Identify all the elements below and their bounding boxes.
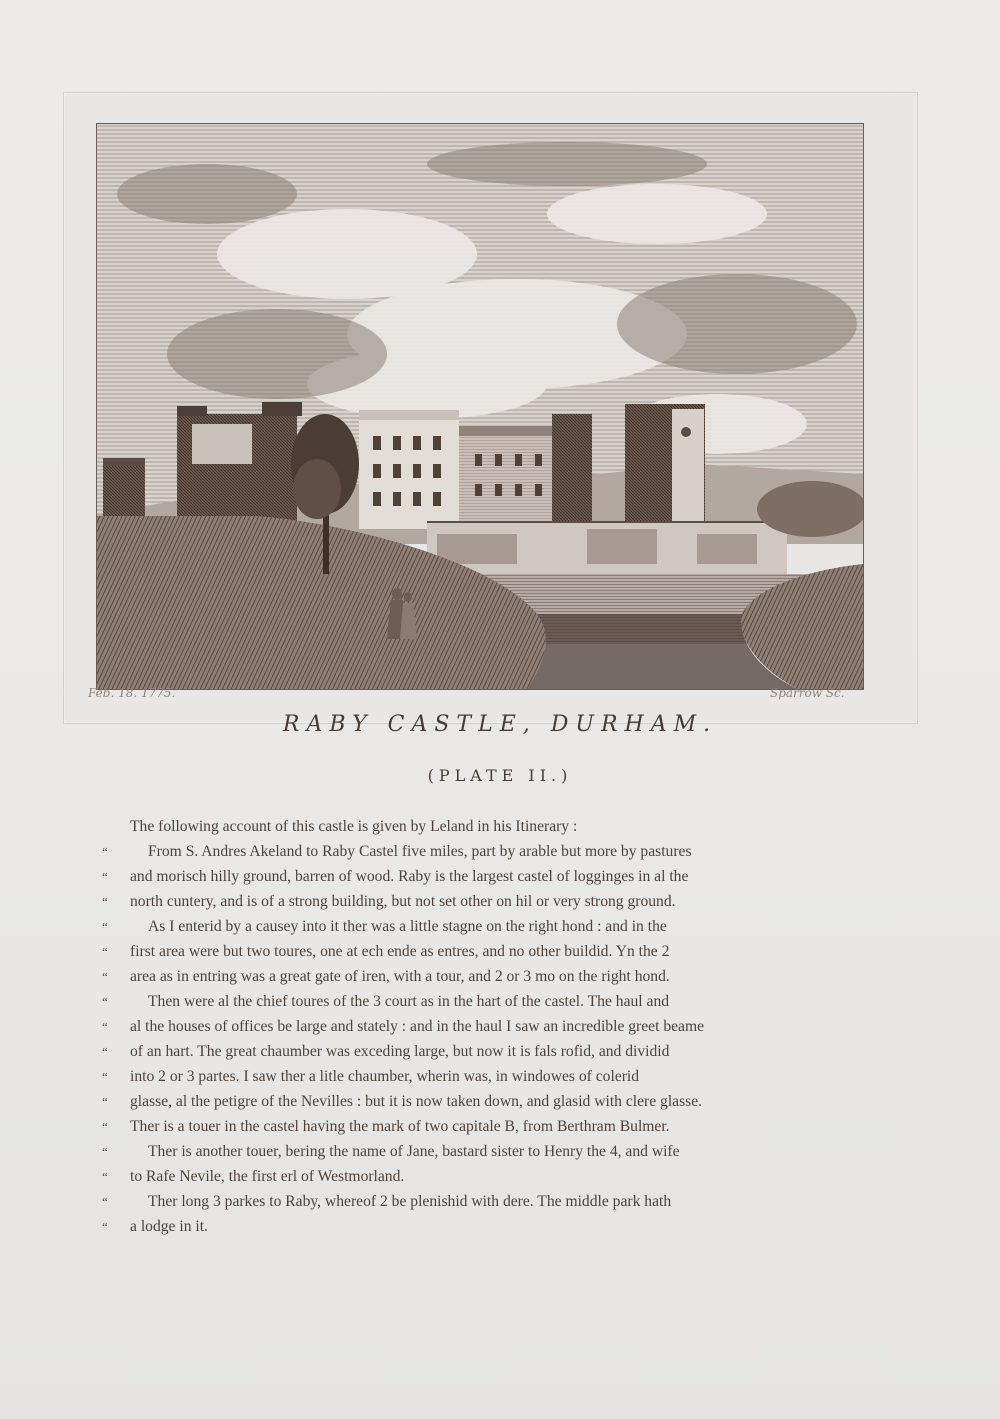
text-line — [100, 1014, 915, 1039]
line-text: a lodge in it. — [130, 1218, 208, 1235]
quote-mark: “ — [102, 1044, 108, 1059]
line-text: Ther is another touer, bering the name of Jane, bastard sister to Henry the 4, and wife — [148, 1143, 680, 1160]
body-text — [100, 814, 915, 1239]
line-text: Ther is a touer in the castel having the mark of two capitale B, from Berthram Bulmer. — [130, 1118, 670, 1135]
quote-mark: “ — [102, 1119, 108, 1134]
quote-mark: “ — [102, 1194, 108, 1209]
text-line — [100, 1089, 915, 1114]
line-text: al the houses of offices be large and stately : and in the haul I saw an incredible greet beame — [130, 1018, 705, 1035]
text-line — [100, 1164, 915, 1189]
plate-number: (PLATE II.) — [427, 766, 573, 785]
line-text: As I enterid by a causey into it ther was a little stagne on the right hond : and in the — [148, 918, 667, 935]
quote-mark: “ — [102, 1069, 108, 1084]
line-text: to Rafe Nevile, the first erl of Westmorland. — [130, 1168, 405, 1185]
engraver-signature: Sparrow Sc. — [770, 686, 845, 700]
text-line — [100, 864, 915, 889]
text-line — [100, 914, 915, 939]
quote-mark: “ — [102, 1144, 108, 1159]
text-line — [100, 964, 915, 989]
line-text: Ther long 3 parkes to Raby, whereof 2 be plenishid with dere. The middle park hath — [148, 1193, 672, 1210]
line-text: into 2 or 3 partes. I saw ther a litle chaumber, wherin was, in windowes of colerid — [130, 1068, 640, 1085]
text-line — [100, 939, 915, 964]
line-text: area as in entring was a great gate of iren, with a tour, and 2 or 3 mo on the right hond. — [130, 968, 670, 985]
quote-mark: “ — [102, 994, 108, 1009]
text-line — [100, 1139, 915, 1164]
line-text: and morisch hilly ground, barren of wood. Raby is the largest castel of logginges in al the — [130, 868, 689, 885]
line-text: north cuntery, and is of a strong building, but not set other on hil or very strong ground. — [130, 893, 676, 910]
text-line — [100, 814, 915, 839]
quote-mark: “ — [102, 1019, 108, 1034]
quote-mark: “ — [102, 869, 108, 884]
text-line — [100, 1114, 915, 1139]
line-text: The following account of this castle is given by Leland in his Itinerary : — [130, 818, 578, 835]
line-text: first area were but two toures, one at ech ende as entres, and no other buildid. Yn the 2 — [130, 943, 670, 960]
line-text: glasse, al the petigre of the Nevilles : but it is now taken down, and glasid with clere glasse. — [130, 1093, 703, 1110]
text-line — [100, 839, 915, 864]
quote-mark: “ — [102, 919, 108, 934]
quote-mark: “ — [102, 1219, 108, 1234]
text-line — [100, 889, 915, 914]
text-line — [100, 1039, 915, 1064]
text-line — [100, 1189, 915, 1214]
line-text: Then were al the chief toures of the 3 court as in the hart of the castel. The haul and — [148, 993, 670, 1010]
quote-mark: “ — [102, 944, 108, 959]
castle-engraving — [96, 123, 864, 690]
quote-mark: “ — [102, 1094, 108, 1109]
plate-title: RABY CASTLE, DURHAM. — [282, 712, 718, 737]
quote-mark: “ — [102, 844, 108, 859]
quote-mark: “ — [102, 894, 108, 909]
text-line — [100, 989, 915, 1014]
line-text: From S. Andres Akeland to Raby Castel five miles, part by arable but more by pastures — [148, 843, 692, 860]
date-signature: Feb. 18. 1775. — [88, 686, 176, 700]
quote-mark: “ — [102, 1169, 108, 1184]
text-line — [100, 1064, 915, 1089]
text-line — [100, 1214, 915, 1239]
line-text: of an hart. The great chaumber was exceding large, but now it is fals rofid, and dividid — [130, 1043, 670, 1060]
quote-mark: “ — [102, 969, 108, 984]
